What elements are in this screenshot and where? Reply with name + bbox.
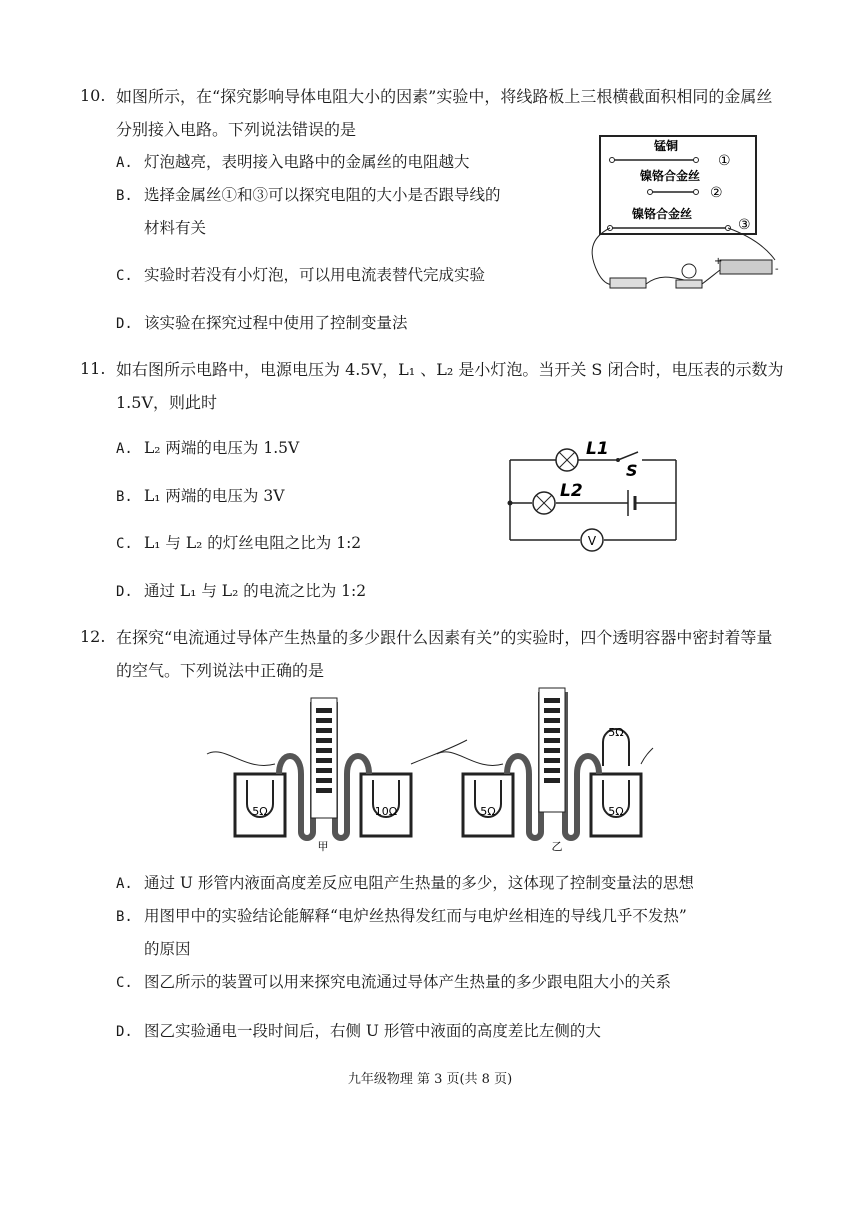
- option-text: L₂ 两端的电压为 1.5V: [144, 439, 300, 457]
- option-b: [116, 904, 687, 926]
- option-text: 图乙实验通电一段时间后，右侧 U 形管中液面的高度差比左侧的大: [144, 1022, 601, 1040]
- option-text: L₁ 与 L₂ 的灯丝电阻之比为 1:2: [144, 534, 362, 552]
- option-d: [116, 311, 408, 333]
- option-label: A.: [116, 441, 133, 457]
- page-footer: 九年级物理 第 3 页(共 8 页): [347, 1072, 513, 1087]
- option-d: [116, 1019, 601, 1041]
- option-b-cont: 的原因: [144, 940, 191, 958]
- wire-label-3: 镍铬合金丝: [631, 207, 693, 221]
- option-text: 实验时若没有小灯泡，可以用电流表替代完成实验: [144, 266, 486, 284]
- lamp-l2-label: L2: [560, 481, 583, 501]
- option-text: 选择金属丝①和③可以探究电阻的大小是否跟导线的: [144, 186, 501, 204]
- wire-label-1: 锰铜: [653, 139, 679, 153]
- wire-number-2: ②: [710, 185, 723, 201]
- option-label: A.: [116, 155, 133, 171]
- figure-label-yi: 乙: [551, 840, 563, 853]
- joule-heating-figure: [205, 684, 655, 856]
- option-a: [116, 871, 694, 893]
- battery-minus: -: [775, 264, 779, 275]
- option-a: [116, 436, 299, 458]
- option-text: 该实验在探究过程中使用了控制变量法: [144, 314, 408, 332]
- circuit-diagram: [498, 436, 688, 556]
- question-number: 10.: [80, 86, 106, 105]
- voltmeter-label: V: [587, 534, 597, 548]
- question-number: 12.: [80, 627, 106, 646]
- option-a: [116, 150, 470, 172]
- option-label: B.: [116, 489, 133, 505]
- question-number: 11.: [80, 359, 106, 378]
- option-b: [116, 183, 501, 205]
- resistor-label: 5Ω: [608, 805, 624, 818]
- question-stem: 如图所示，在“探究影响导体电阻大小的因素”实验中，将线路板上三根横截面积相同的金属丝分别接入电路。下列说法错误的是: [116, 87, 773, 139]
- option-label: D.: [116, 584, 133, 600]
- switch-icon: [618, 452, 638, 460]
- option-text: L₁ 两端的电压为 3V: [144, 487, 285, 505]
- resistor-label: 5Ω: [252, 805, 268, 818]
- scale-marks: [544, 698, 560, 783]
- switch-label: S: [626, 461, 638, 480]
- bulb-icon: [682, 264, 696, 278]
- switch-icon: [610, 278, 646, 288]
- wire-board-figure: [580, 128, 790, 300]
- resistor-label: 5Ω: [480, 805, 496, 818]
- lamp-l1-label: L1: [586, 439, 609, 459]
- option-label: A.: [116, 876, 133, 892]
- option-text: 灯泡越亮，表明接入电路中的金属丝的电阻越大: [144, 153, 470, 171]
- option-text: 图乙所示的装置可以用来探究电流通过导体产生热量的多少跟电阻大小的关系: [144, 973, 672, 991]
- scale-marks: [316, 708, 332, 793]
- resistor-label: 5Ω: [608, 726, 624, 739]
- wire-label-2: 镍铬合金丝: [639, 169, 701, 183]
- option-c: [116, 263, 485, 285]
- option-label: C.: [116, 268, 133, 284]
- option-text: 通过 U 形管内液面高度差反应电阻产生热量的多少，这体现了控制变量法的思想: [144, 874, 694, 892]
- wire-number-1: ①: [718, 153, 731, 169]
- option-text: 用图甲中的实验结论能解释“电炉丝热得发红而与电炉丝相连的导线几乎不发热”: [144, 907, 687, 925]
- option-label: C.: [116, 975, 133, 991]
- battery-icon: [720, 260, 772, 274]
- lamp-base: [676, 280, 702, 288]
- figure-label-jia: 甲: [317, 840, 329, 853]
- option-b-cont: 材料有关: [144, 219, 207, 237]
- resistor-label: 10Ω: [374, 805, 398, 818]
- option-label: C.: [116, 536, 133, 552]
- option-label: B.: [116, 188, 133, 204]
- option-c: [116, 970, 671, 992]
- option-label: B.: [116, 909, 133, 925]
- wire-number-3: ③: [738, 217, 751, 233]
- question-stem: 如右图所示电路中，电源电压为 4.5V，L₁ 、L₂ 是小灯泡。当开关 S 闭合时，电压表的示数为 1.5V，则此时: [116, 360, 784, 412]
- option-label: D.: [116, 1024, 133, 1040]
- battery-plus: +: [714, 256, 723, 267]
- option-text: 通过 L₁ 与 L₂ 的电流之比为 1:2: [144, 582, 367, 600]
- option-d: [116, 579, 366, 601]
- figure-yi: [437, 688, 653, 853]
- figure-jia: [207, 698, 467, 853]
- question-stem: 在探究“电流通过导体产生热量的多少跟什么因素有关”的实验时，四个透明容器中密封着等量的空气。下列说法中正确的是: [116, 628, 773, 680]
- option-b: [116, 484, 284, 506]
- option-c: [116, 531, 361, 553]
- option-label: D.: [116, 316, 133, 332]
